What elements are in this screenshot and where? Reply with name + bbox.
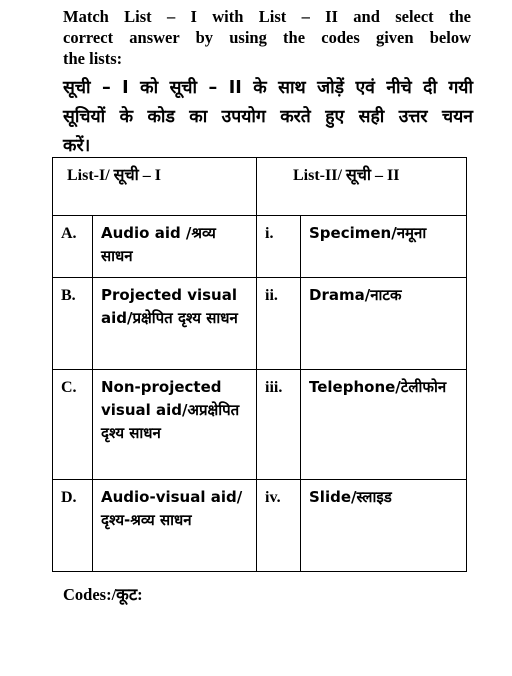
- row-item-text: Non-projected visual aid/अप्रक्षेपित दृश्य साधन: [101, 378, 240, 442]
- row-match-text: Slide/स्लाइड: [309, 488, 392, 506]
- row-match-text: Telephone/टेलीफोन: [309, 378, 447, 396]
- question-hindi-line-1: सूची – I को सूची – II के साथ जोड़ें एवं नीचे दी गयी: [63, 78, 473, 98]
- row-item-text: Audio-visual aid/दृश्य-श्रव्य साधन: [101, 488, 243, 529]
- row-item-text: Projected visual aid/प्रक्षेपित दृश्य साधन: [101, 286, 238, 327]
- row-num: iii.: [257, 370, 301, 480]
- row-num: ii.: [257, 278, 301, 370]
- row-num: iv.: [257, 480, 301, 572]
- row-match-text: Drama/नाटक: [309, 286, 402, 304]
- row-match: [301, 480, 467, 572]
- row-key: D.: [53, 480, 93, 572]
- row-item: [93, 480, 257, 572]
- row-match: [301, 370, 467, 480]
- row-match-text: Specimen/नमूना: [309, 224, 427, 242]
- row-key: C.: [53, 370, 93, 480]
- question-hindi: [63, 74, 473, 161]
- row-num: i.: [257, 216, 301, 278]
- question-hindi-line-3: करें।: [63, 136, 91, 156]
- header-list-2: List-II/ सूची – II: [257, 158, 467, 216]
- table-header-row: [53, 158, 467, 216]
- row-item-text: Audio aid /श्रव्य साधन: [101, 224, 216, 265]
- header-list-1: List-I/ सूची – I: [53, 158, 257, 216]
- question-english-line-2: correct answer by using the codes given below: [63, 28, 471, 47]
- table-row: [53, 216, 467, 278]
- row-key: B.: [53, 278, 93, 370]
- table-row: [53, 370, 467, 480]
- match-table: [52, 157, 467, 572]
- question-english-line-3: the lists:: [63, 49, 123, 68]
- row-item: [93, 278, 257, 370]
- row-match: [301, 278, 467, 370]
- row-item: [93, 370, 257, 480]
- table-row: [53, 278, 467, 370]
- row-match: [301, 216, 467, 278]
- table-row: [53, 480, 467, 572]
- row-item: [93, 216, 257, 278]
- codes-label: Codes:/कूट:: [63, 585, 143, 604]
- question-hindi-line-2: सूचियों के कोड का उपयोग करते हुए सही उत्तर चयन: [63, 107, 473, 127]
- question-english-line-1: Match List – I with List – II and select the: [63, 7, 471, 26]
- row-key: A.: [53, 216, 93, 278]
- question-english: [63, 6, 471, 69]
